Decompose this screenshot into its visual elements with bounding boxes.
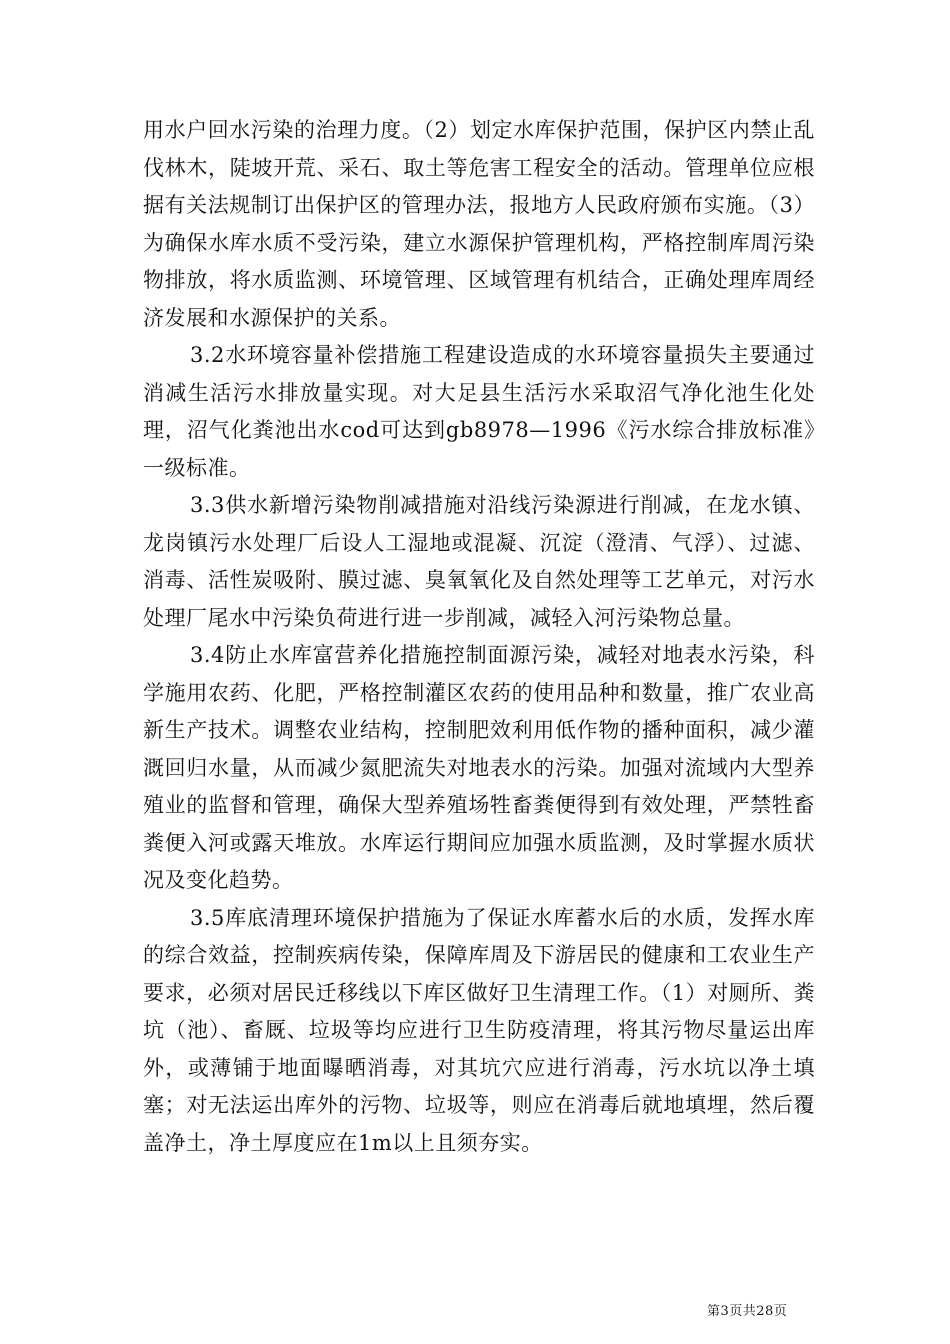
paragraph-section-3-3: 3.3供水新增污染物削减措施对沿线污染源进行削减，在龙水镇、龙岗镇污水处理厂后设人工湿地或混凝、沉淀（澄清、气浮）、过滤、消毒、活性炭吸附、膜过滤、臭氧氧化及自然处理等工艺单元，对污水处理厂尾水中污染负荷进行进一步削减，减轻入河污染物总量。 (143, 493, 815, 630)
paragraph-section-3-2: 3.2水环境容量补偿措施工程建设造成的水环境容量损失主要通过消减生活污水排放量实现。对大足县生活污水采取沼气净化池生化处理，沼气化粪池出水cod可达到gb8978—1996《污水综合排放标准》一级标准。 (143, 343, 815, 480)
paragraph-section-3-4: 3.4防止水库富营养化措施控制面源污染，减轻对地表水污染，科学施用农药、化肥，严格控制灌区农药的使用品种和数量，推广农业高新生产技术。调整农业结构，控制肥效利用低作物的播种面积，减少灌溉回归水量，从而减少氮肥流失对地表水的污染。加强对流域内大型养殖业的监督和管理，确保大型养殖场牲畜粪便得到有效处理，严禁牲畜粪便入河或露天堆放。水库运行期间应加强水质监测，及时掌握水质状况及变化趋势。 (143, 643, 815, 892)
page-number: 第3页共28页 (707, 1304, 788, 1319)
document-body (143, 112, 815, 1162)
paragraph-1: 用水户回水污染的治理力度。（2）划定水库保护范围，保护区内禁止乱伐林木，陡坡开荒、采石、取土等危害工程安全的活动。管理单位应根据有关法规制订出保护区的管理办法，报地方人民政府颁布实施。（3）为确保水库水质不受污染，建立水源保护管理机构，严格控制库周污染物排放，将水质监测、环境管理、区域管理有机结合，正确处理库周经济发展和水源保护的关系。 (143, 118, 815, 330)
paragraph-section-3-5: 3.5库底清理环境保护措施为了保证水库蓄水后的水质，发挥水库的综合效益，控制疾病传染，保障库周及下游居民的健康和工农业生产要求，必须对居民迁移线以下库区做好卫生清理工作。（1）对厕所、粪坑（池）、畜厩、垃圾等均应进行卫生防疫清理，将其污物尽量运出库外，或薄铺于地面曝晒消毒，对其坑穴应进行消毒，污水坑以净土填塞；对无法运出库外的污物、垃圾等，则应在消毒后就地填埋，然后覆盖净土，净土厚度应在1m以上且须夯实。 (143, 905, 815, 1155)
